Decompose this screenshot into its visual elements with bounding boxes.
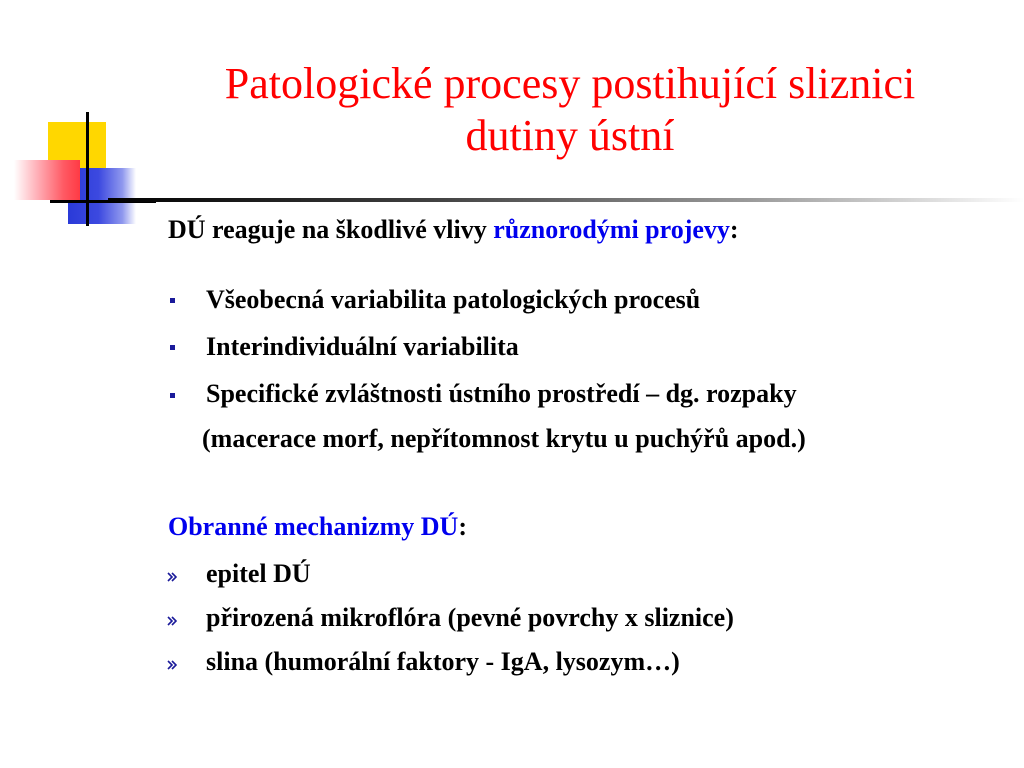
arrow-bullet-icon (167, 616, 177, 626)
slide-title-line-2: dutiny ústní (465, 111, 675, 160)
intro-text: DÚ reaguje na škodlivé vlivy (168, 215, 494, 244)
arrow-bullet-icon (167, 572, 177, 582)
square-bullet-icon (170, 393, 175, 398)
square-bullet-icon (170, 345, 175, 350)
defense-heading-colon: : (458, 512, 467, 541)
intro-colon: : (729, 215, 739, 244)
slide-title-line-1: Patologické procesy postihující sliznici (224, 59, 916, 108)
variability-item-1: Všeobecná variabilita patologických procesů (206, 285, 701, 314)
intro-line (168, 214, 739, 246)
defense-item-3: slina (humorální faktory - IgA, lysozym…) (206, 647, 680, 676)
arrow-bullet-icon (167, 660, 177, 670)
variability-item-3-continuation: (macerace morf, nepřítomnost krytu u puchýřů apod.) (202, 424, 806, 453)
defense-item-1: epitel DÚ (206, 559, 311, 588)
defense-heading-line (168, 511, 467, 543)
square-bullet-icon (170, 298, 175, 303)
intro-highlight: různorodými projevy (493, 215, 730, 244)
variability-item-2: Interindividuální variabilita (206, 332, 519, 361)
variability-item-3: Specifické zvláštnosti ústního prostředí – dg. rozpaky (206, 379, 797, 408)
defense-item-2: přirozená mikroflóra (pevné povrchy x sliznice) (206, 603, 734, 632)
defense-heading: Obranné mechanizmy DÚ (168, 512, 459, 541)
